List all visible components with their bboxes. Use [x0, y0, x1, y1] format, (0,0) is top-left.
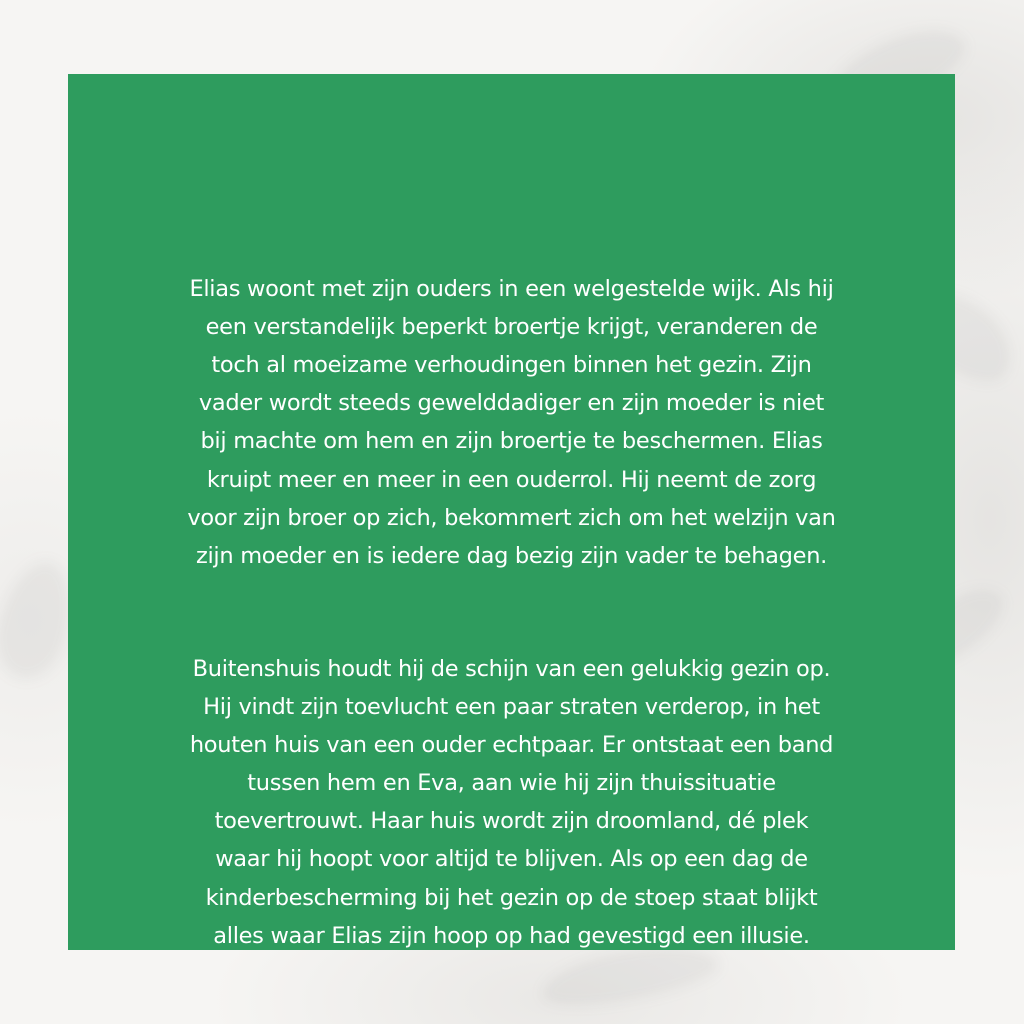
book-description [68, 232, 955, 993]
text-card [68, 74, 955, 950]
paragraph-2: Buitenshuis houdt hij de schijn van een gelukkig gezin op. Hij vindt zijn toevlucht een paar straten verderop, in het houten huis van een ouder echtpaar. Er ontstaat een band tussen hem en Eva, aan wie hij zijn thuissituatie toevertrouwt. Haar huis wordt zijn droomland, dé plek waar hij hoopt voor altijd te blijven. Als op een dag de kinderbescherming bij het gezin op de stoep staat blijkt alles waar Elias zijn hoop op had gevestigd een illusie. [189, 655, 834, 949]
paragraph-1: Elias woont met zijn ouders in een welgestelde wijk. Als hij een verstandelijk beperkt broertje krijgt, veranderen de toch al moeizame verhoudingen binnen het gezin. Zijn vader wordt steeds gewelddadiger en zijn moeder is niet bij machte om hem en zijn broertje te beschermen. Elias kruipt meer en meer in een ouderrol. Hij neemt de zorg voor zijn broer op zich, bekommert zich om het welzijn van zijn moeder en is iedere dag bezig zijn vader te behagen. [187, 276, 836, 569]
